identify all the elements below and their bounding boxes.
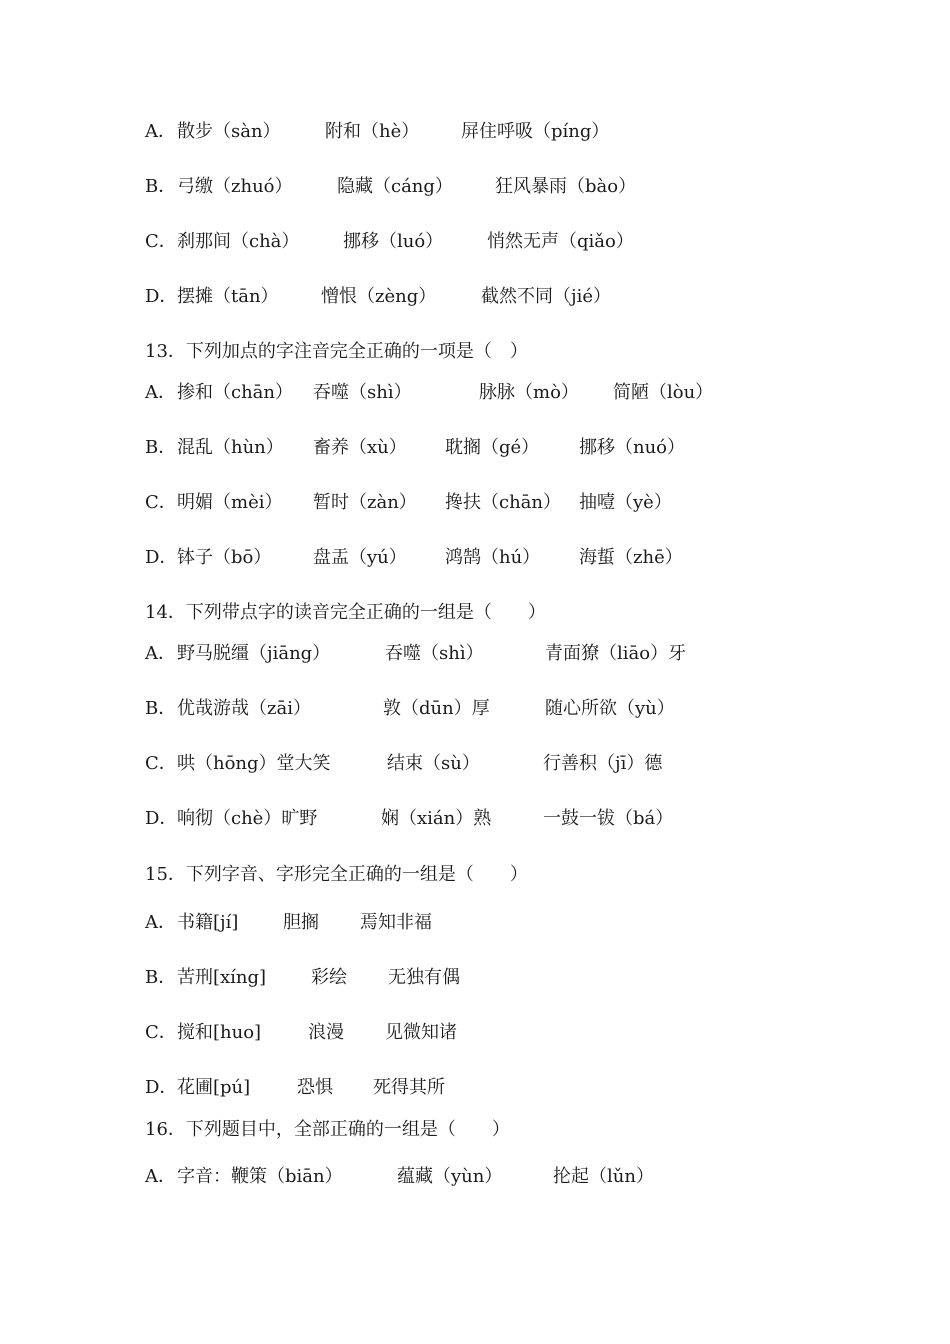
option-label: A．	[145, 643, 176, 664]
option-label: D．	[145, 808, 178, 829]
option-item: 响彻（chè）旷野	[177, 808, 318, 829]
option-c	[145, 230, 634, 254]
option-label: A．	[145, 382, 176, 403]
option-item: 敦（dūn）厚	[383, 698, 490, 719]
option-a	[145, 120, 610, 144]
option-item: 摆摊（tān）	[177, 286, 279, 307]
question-13-stem: 13．下列加点的字注音完全正确的一项是（ ）	[145, 341, 528, 362]
option-item: 吞噬（shì）	[385, 643, 484, 664]
q16-option-a	[145, 1165, 654, 1189]
option-item: 憎恨（zèng）	[321, 286, 437, 307]
option-item: 搀扶（chān）	[445, 492, 561, 513]
q15-option-b	[145, 966, 460, 990]
option-item: 花圃[pú]	[177, 1077, 251, 1098]
q15-option-d	[145, 1076, 445, 1100]
option-item: 娴（xián）熟	[381, 808, 492, 829]
option-item: 附和（hè）	[325, 121, 420, 142]
option-label: D．	[145, 547, 178, 568]
option-label: B．	[145, 437, 177, 458]
option-item: 抡起（lǔn）	[553, 1166, 654, 1187]
option-item: 书籍[jí]	[177, 912, 239, 933]
option-label: B．	[145, 176, 177, 197]
option-item: 弓缴（zhuó）	[177, 176, 293, 197]
option-item: 浪漫	[308, 1022, 344, 1043]
option-label: B．	[145, 967, 177, 988]
option-item: 明媚（mèi）	[177, 492, 283, 513]
option-label: A．	[145, 121, 176, 142]
option-label: A．	[145, 912, 176, 933]
option-item: 死得其所	[373, 1077, 445, 1098]
option-item: 挪移（nuó）	[579, 437, 686, 458]
option-item: 简陋（lòu）	[613, 382, 714, 403]
option-item: 刹那间（chà）	[177, 231, 300, 252]
option-item: 混乱（hùn）	[177, 437, 284, 458]
option-item: 屏住呼吸（píng）	[461, 121, 610, 142]
option-item: 胆搁	[283, 912, 319, 933]
option-item: 行善积（jī）德	[543, 753, 663, 774]
option-item: 彩绘	[311, 967, 347, 988]
option-item: 掺和（chān）	[177, 382, 293, 403]
option-item: 字音：鞭策（biān）	[177, 1166, 343, 1187]
option-item: 脉脉（mò）	[479, 382, 579, 403]
option-item: 结束（sù）	[387, 753, 480, 774]
option-item: 鸿鹄（hú）	[445, 547, 541, 568]
option-item: 盘盂（yú）	[313, 547, 407, 568]
option-item: 海蜇（zhē）	[579, 547, 683, 568]
option-item: 青面獠（liāo）牙	[545, 643, 687, 664]
option-label: C．	[145, 492, 177, 513]
q14-option-a	[145, 642, 687, 666]
option-label: C．	[145, 753, 177, 774]
question-16-stem: 16．下列题目中，全部正确的一组是（ ）	[145, 1119, 510, 1140]
option-item: 钵子（bō）	[177, 547, 272, 568]
option-label: B．	[145, 698, 177, 719]
option-item: 无独有偶	[388, 967, 460, 988]
q15-option-c	[145, 1021, 457, 1045]
option-item: 搅和[huo]	[177, 1022, 262, 1043]
option-item: 散步（sàn）	[177, 121, 281, 142]
q14-option-c	[145, 752, 663, 776]
option-item: 隐藏（cáng）	[337, 176, 453, 197]
option-item: 苦刑[xíng]	[177, 967, 267, 988]
option-item: 野马脱缰（jiāng）	[177, 643, 331, 664]
q13-option-a	[145, 381, 714, 405]
option-item: 暂时（zàn）	[313, 492, 417, 513]
option-item: 哄（hōng）堂大笑	[177, 753, 331, 774]
q14-option-d	[145, 807, 674, 831]
question-14-stem: 14．下列带点字的读音完全正确的一组是（ ）	[145, 602, 546, 623]
option-item: 狂风暴雨（bào）	[495, 176, 637, 197]
option-item: 挪移（luó）	[343, 231, 444, 252]
option-item: 恐惧	[297, 1077, 333, 1098]
option-item: 截然不同（jié）	[481, 286, 611, 307]
option-label: C．	[145, 231, 177, 252]
question-15-stem: 15．下列字音、字形完全正确的一组是（ ）	[145, 864, 528, 885]
option-item: 畜养（xù）	[313, 437, 407, 458]
option-item: 蕴藏（yùn）	[397, 1166, 503, 1187]
option-item: 抽噎（yè）	[579, 492, 672, 513]
option-b	[145, 175, 637, 199]
option-label: D．	[145, 1077, 178, 1098]
option-label: D．	[145, 286, 178, 307]
option-d	[145, 285, 611, 309]
option-item: 一鼓一钹（bá）	[543, 808, 674, 829]
q14-option-b	[145, 697, 675, 721]
option-item: 焉知非福	[360, 912, 432, 933]
option-item: 优哉游哉（zāi）	[177, 698, 311, 719]
option-label: C．	[145, 1022, 177, 1043]
option-item: 见微知诸	[385, 1022, 457, 1043]
q13-option-d	[145, 546, 683, 570]
q13-option-b	[145, 436, 686, 460]
option-item: 随心所欲（yù）	[545, 698, 675, 719]
option-item: 吞噬（shì）	[313, 382, 412, 403]
q15-option-a	[145, 911, 432, 935]
option-item: 悄然无声（qiǎo）	[487, 231, 634, 252]
option-label: A．	[145, 1166, 176, 1187]
q13-option-c	[145, 491, 672, 515]
option-item: 耽搁（gé）	[445, 437, 540, 458]
